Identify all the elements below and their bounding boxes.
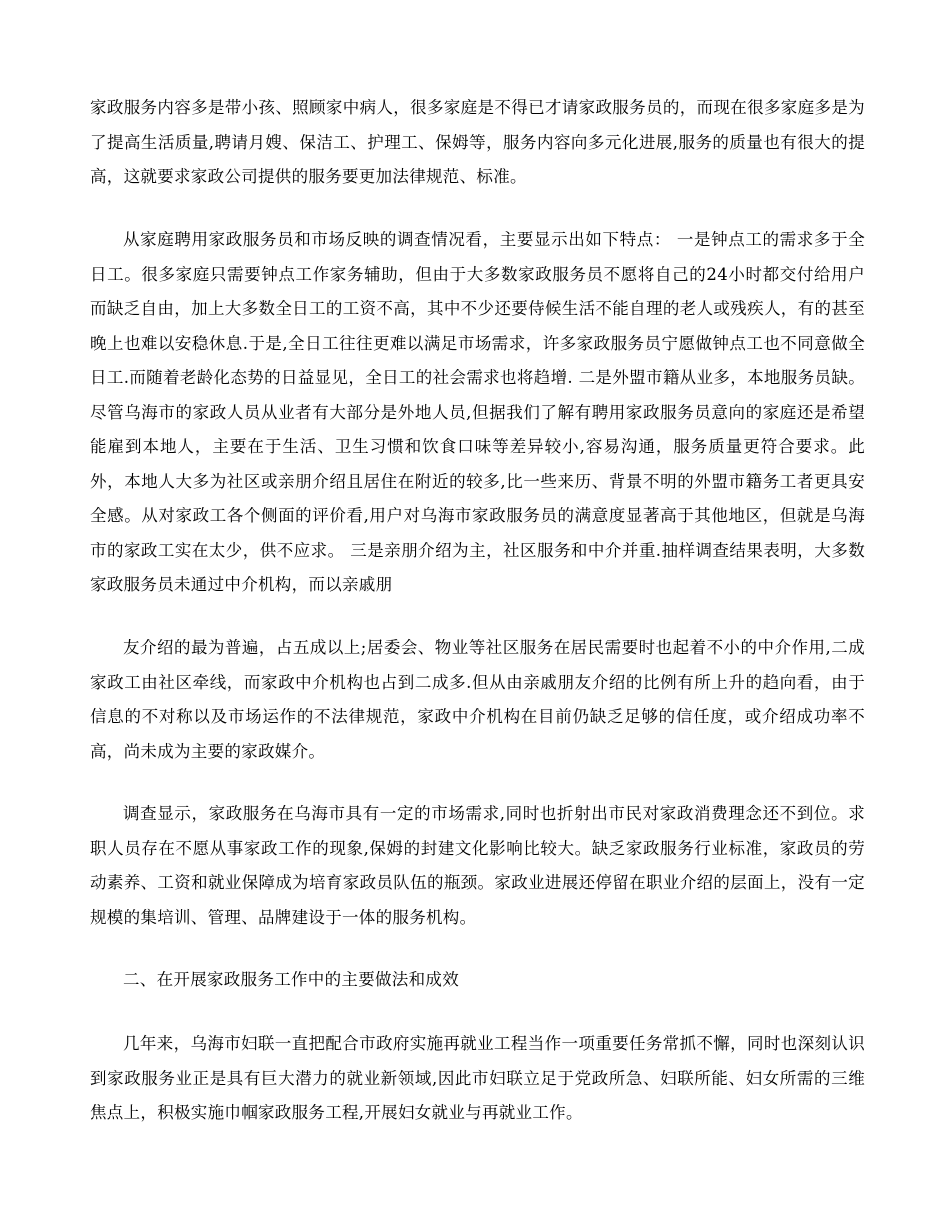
paragraph-1: 家政服务内容多是带小孩、照顾家中病人，很多家庭是不得已才请家政服务员的，而现在很多家庭多是为了提高生活质量,聘请月嫂、保洁工、护理工、保姆等，服务内容向多元化进展,服务的质量也有很大的提高，这就要求家政公司提供的服务要更加法律规范、标准。 xyxy=(90,98,865,186)
paragraph-2: 从家庭聘用家政服务员和市场反映的调查情况看，主要显示出如下特点： 一是钟点工的需求多于全日工。很多家庭只需要钟点工作家务辅助，但由于大多数家政服务员不愿将自己的24小时都交付给用户而缺乏自由，加上大多数全日工的工资不高，其中不少还要侍候生活不能自理的老人或残疾人，有的甚至晚上也难以安稳休息.于是,全日工往往更难以满足市场需求，许多家政服务员宁愿做钟点工也不同意做全日工.而随着老龄化态势的日益显见，全日工的社会需求也将趋增. 二是外盟市籍从业多，本地服务员缺。尽管乌海市的家政人员从业者有大部分是外地人员,但据我们了解有聘用家政服务员意向的家庭还是希望能雇到本地人，主要在于生活、卫生习惯和饮食口味等差异较小,容易沟通，服务质量更符合要求。此外，本地人大多为社区或亲朋介绍且居住在附近的较多,比一些来历、背景不明的外盟市籍务工者更具安全感。从对家政工各个侧面的评价看,用户对乌海市家政服务员的满意度显著高于其他地区，但就是乌海市的家政工实在太少，供不应求。 三是亲朋介绍为主，社区服务和中介并重.抽样调查结果表明，大多数家政服务员未通过中介机构，而以亲戚朋 xyxy=(90,230,865,594)
paragraph-4: 调查显示，家政服务在乌海市具有一定的市场需求,同时也折射出市民对家政消费理念还不到位。求职人员存在不愿从事家政工作的现象,保姆的封建文化影响比较大。缺乏家政服务行业标准，家政员的劳动素养、工资和就业保障成为培育家政员队伍的瓶颈。家政业进展还停留在职业介绍的层面上，没有一定规模的集培训、管理、品牌建设于一体的服务机构。 xyxy=(90,804,865,927)
section-heading: 二、在开展家政服务工作中的主要做法和成效 xyxy=(123,970,459,989)
paragraph-5: 几年来，乌海市妇联一直把配合市政府实施再就业工程当作一项重要任务常抓不懈，同时也深刻认识到家政服务业正是具有巨大潜力的就业新领域,因此市妇联立足于党政所急、妇联所能、妇女所需的三维焦点上，积极实施巾帼家政服务工程,开展妇女就业与再就业工作。 xyxy=(90,1034,865,1122)
paragraph-3: 友介绍的最为普遍，占五成以上;居委会、物业等社区服务在居民需要时也起着不小的中介作用,二成家政工由社区牵线，而家政中介机构也占到二成多.但从由亲戚朋友介绍的比例有所上升的趋向看，由于信息的不对称以及市场运作的不法律规范，家政中介机构在目前仍缺乏足够的信任度，或介绍成功率不高，尚未成为主要的家政媒介。 xyxy=(90,638,865,761)
